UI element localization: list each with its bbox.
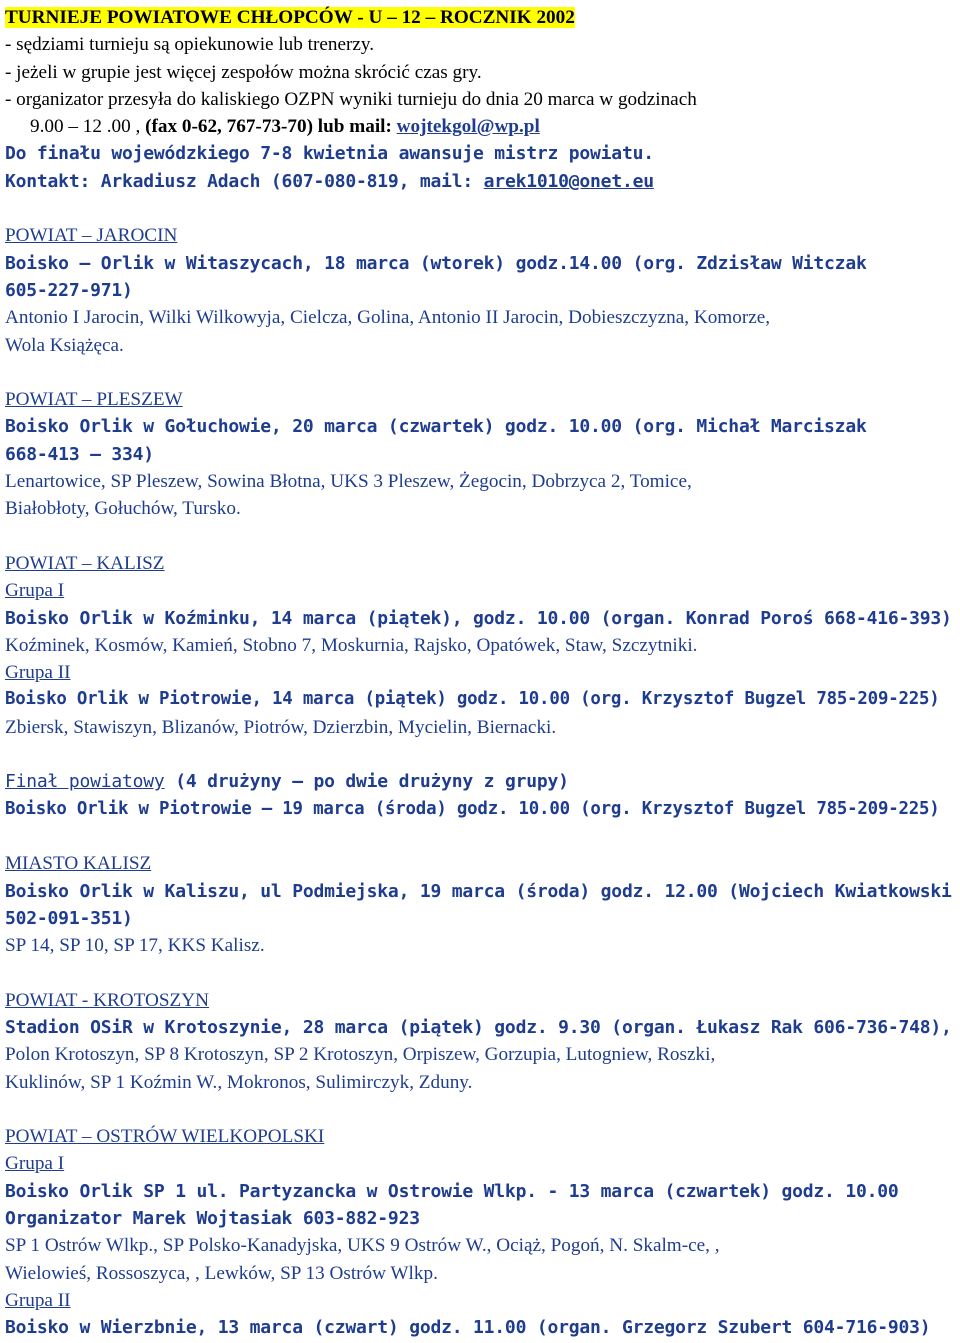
final-powiatowy: Finał powiatowy (4 drużyny – po dwie drużyny z grupy) [5, 771, 569, 793]
venue-line: 668-413 — 334) [5, 443, 154, 465]
venue-line: Boisko Orlik w Piotrowie, 14 marca (piątek) godz. 10.00 (org. Krzysztof Bugzel 785-209-225) [5, 689, 940, 710]
group-label: Grupa I [5, 1153, 65, 1175]
organizer-email-link[interactable]: wojtekgol@wp.pl [396, 116, 540, 138]
rule-line: - jeżeli w grupie jest więcej zespołów można skrócić czas gry. [5, 61, 482, 83]
venue-line: Boisko w Wierzbnie, 13 marca (czwart) godz. 11.00 (organ. Grzegorz Szubert 604-716-903) [5, 1317, 931, 1339]
teams-line: Lenartowice, SP Pleszew, Sowina Błotna, UKS 3 Pleszew, Żegocin, Dobrzyca 2, Tomice, [5, 471, 692, 493]
teams-line: SP 1 Ostrów Wlkp., SP Polsko-Kanadyjska, UKS 9 Ostrów W., Ociąż, Pogoń, N. Skalm-ce, , [5, 1235, 720, 1257]
section-title-miasto-kalisz: MIASTO KALISZ [5, 853, 152, 875]
organizer-line: - organizator przesyła do kaliskiego OZPN wyniki turnieju do dnia 20 marca w godzinach [5, 88, 697, 110]
venue-line: Boisko Orlik w Kaliszu, ul Podmiejska, 19 marca (środa) godz. 12.00 (Wojciech Kwiatkowski [5, 880, 952, 902]
teams-line: Wola Książęca. [5, 334, 124, 356]
contact-line: Kontakt: Arkadiusz Adach (607-080-819, mail: arek1010@onet.eu [5, 170, 654, 192]
teams-line: Białobłoty, Gołuchów, Tursko. [5, 498, 241, 520]
teams-line: Zbiersk, Stawiszyn, Blizanów, Piotrów, Dzierzbin, Mycielin, Biernacki. [5, 716, 557, 738]
final-info: Do finału wojewódzkiego 7-8 kwietnia awansuje mistrz powiatu. [5, 143, 654, 165]
group-label: Grupa II [5, 662, 71, 684]
section-title-kalisz: POWIAT – KALISZ [5, 552, 165, 574]
teams-line: Kuklinów, SP 1 Koźmin W., Mokronos, Sulimirczyk, Zduny. [5, 1071, 473, 1093]
group-label: Grupa II [5, 1289, 71, 1311]
doc-title: TURNIEJE POWIATOWE CHŁOPCÓW - U – 12 – ROCZNIK 2002 [5, 7, 575, 28]
contact-email[interactable]: arek1010@onet.eu [483, 170, 654, 192]
venue-line: Boisko – Orlik w Witaszycach, 18 marca (wtorek) godz.14.00 (org. Zdzisław Witczak [5, 252, 867, 274]
section-title-pleszew: POWIAT – PLESZEW [5, 389, 183, 411]
rule-line: - sędziami turnieju są opiekunowie lub trenerzy. [5, 34, 375, 56]
venue-line: Boisko Orlik SP 1 ul. Partyzancka w Ostrowie Wlkp. - 13 marca (czwartek) godz. 10.00 [5, 1180, 899, 1202]
venue-line: Organizator Marek Wojtasiak 603-882-923 [5, 1208, 420, 1230]
teams-line: SP 14, SP 10, SP 17, KKS Kalisz. [5, 935, 265, 957]
group-label: Grupa I [5, 580, 65, 602]
section-title-jarocin: POWIAT – JAROCIN [5, 225, 178, 247]
organizer-line-2: 9.00 – 12 .00 , (fax 0-62, 767-73-70) lub mail: wojtekgol@wp.pl [30, 116, 540, 138]
section-title-ostrow: POWIAT – OSTRÓW WIELKOPOLSKI [5, 1126, 325, 1148]
venue-line: Stadion OSiR w Krotoszynie, 28 marca (piątek) godz. 9.30 (organ. Łukasz Rak 606-736-748), [5, 1016, 952, 1038]
venue-line: Boisko Orlik w Koźminku, 14 marca (piątek), godz. 10.00 (organ. Konrad Poroś 668-416-393) [5, 607, 952, 629]
final-label: Finał powiatowy [5, 771, 165, 793]
teams-line: Antonio I Jarocin, Wilki Wilkowyja, Cielcza, Golina, Antonio II Jarocin, Dobieszczyzna, Komorze, [5, 307, 771, 329]
teams-line: Polon Krotoszyn, SP 8 Krotoszyn, SP 2 Krotoszyn, Orpiszew, Gorzupia, Lutogniew, Roszki, [5, 1044, 716, 1066]
teams-line: Koźminek, Kosmów, Kamień, Stobno 7, Moskurnia, Rajsko, Opatówek, Staw, Szczytniki. [5, 634, 698, 656]
venue-line: 605-227-971) [5, 279, 133, 301]
section-title-krotoszyn: POWIAT - KROTOSZYN [5, 989, 209, 1011]
document [5, 4, 955, 1342]
venue-line: 502-091-351) [5, 907, 133, 929]
venue-line: Boisko Orlik w Gołuchowie, 20 marca (czwartek) godz. 10.00 (org. Michał Marciszak [5, 416, 867, 438]
teams-line: Wielowieś, Rossoszyca, , Lewków, SP 13 Ostrów Wlkp. [5, 1262, 438, 1284]
venue-line: Boisko Orlik w Piotrowie – 19 marca (środa) godz. 10.00 (org. Krzysztof Bugzel 785-209-225) [5, 798, 940, 819]
